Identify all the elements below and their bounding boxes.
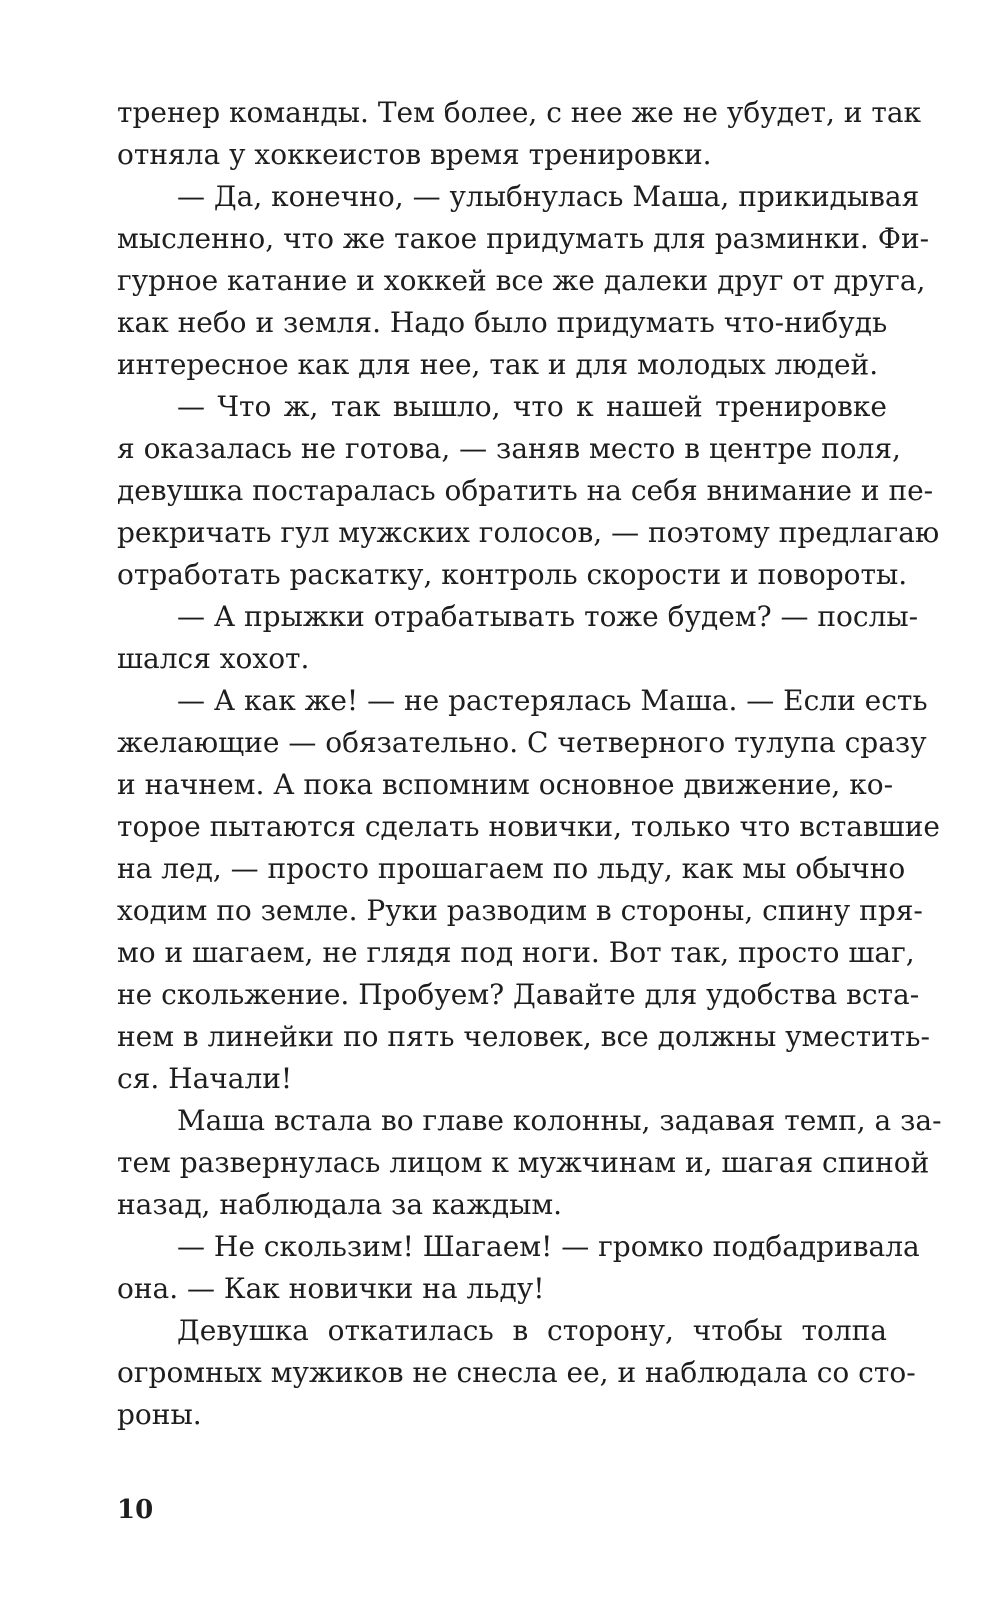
text-line: интересное как для нее, так и для молодых людей. [117,348,879,381]
text-line: — Да, конечно, — улыбнулась Маша, прикидывая [177,180,920,213]
text-line: желающие — обязательно. С четверного тулупа сразу [117,726,927,759]
text-line: как небо и земля. Надо было придумать что-нибудь [117,306,888,339]
text-line: отработать раскатку, контроль скорости и повороты. [117,558,908,591]
text-line: отняла у хоккеистов время тренировки. [117,138,712,171]
text-line: девушка постаралась обратить на себя внимание и пе- [117,474,934,507]
text-line: Маша встала во главе колонны, задавая темп, а за- [177,1104,942,1137]
body-text [117,92,942,1436]
text-line: ходим по земле. Руки разводим в стороны, спину пря- [117,894,923,927]
text-line: не скольжение. Пробуем? Давайте для удобства вста- [117,978,920,1011]
text-line: — А как же! — не растерялась Маша. — Если есть [177,684,928,717]
text-line: торое пытаются сделать новички, только что вставшие [117,810,940,843]
text-line: — А прыжки отрабатывать тоже будем? — послы- [177,600,919,633]
text-line: ся. Начали! [117,1062,293,1095]
text-line: гурное катание и хоккей все же далеки друг от друга, [117,264,926,297]
text-line: огромных мужиков не снесла ее, и наблюдала со сто- [117,1356,916,1389]
text-line: — Что ж, так вышло, что к нашей тренировке [177,390,887,423]
text-line: назад, наблюдала за каждым. [117,1188,563,1221]
text-line: тренер команды. Тем более, с нее же не убудет, и так [117,96,922,129]
text-line: мо и шагаем, не глядя под ноги. Вот так, просто шаг, [117,936,915,969]
text-line: — Не скользим! Шагаем! — громко подбадривала [177,1230,920,1263]
text-line: тем развернулась лицом к мужчинам и, шагая спиной [117,1146,930,1179]
text-line: нем в линейки по пять человек, все должны уместить- [117,1020,930,1053]
text-line: рекричать гул мужских голосов, — поэтому предлагаю [117,516,940,549]
text-line: мысленно, что же такое придумать для разминки. Фи- [117,222,930,255]
text-line: роны. [117,1398,202,1431]
text-line: на лед, — просто прошагаем по льду, как мы обычно [117,852,906,885]
page-number: 10 [117,1495,154,1525]
text-line: шался хохот. [117,642,310,675]
text-line: Девушка откатилась в сторону, чтобы толпа [177,1314,887,1347]
text-line: и начнем. А пока вспомним основное движение, ко- [117,768,894,801]
text-line: она. — Как новички на льду! [117,1272,545,1305]
text-line: я оказалась не готова, — заняв место в центре поля, [117,432,901,465]
